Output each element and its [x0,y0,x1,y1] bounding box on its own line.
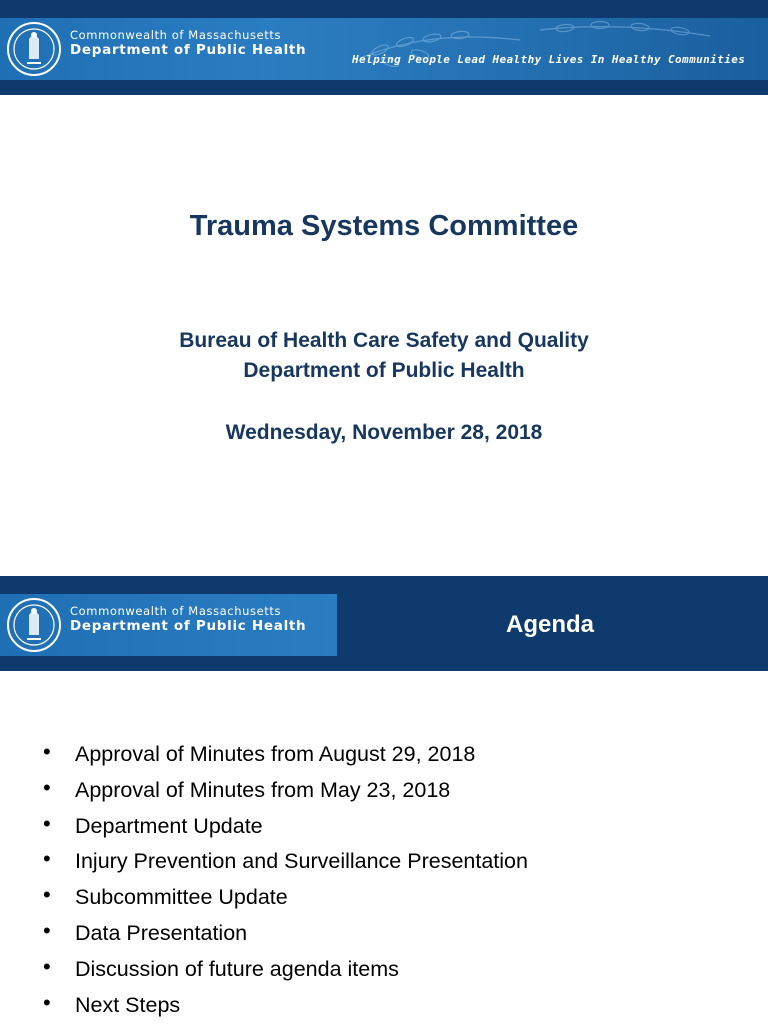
laurel-decoration-icon [350,18,768,80]
bullet-icon: • [43,882,51,908]
agenda-item [0,772,528,808]
department-name: Department of Public Health [70,42,307,58]
bullet-icon: • [43,774,51,800]
bullet-icon: • [43,810,51,836]
agenda-item [0,843,528,879]
header-strip [0,18,768,80]
agenda-item [0,736,528,772]
agency-logo-text [70,29,306,58]
state-name: Commonwealth of Massachusetts [70,28,282,42]
agenda-item-text: Subcommittee Update [75,885,288,910]
logo-box [0,594,337,656]
state-seal-icon [5,597,63,653]
agenda-item-text: Approval of Minutes from August 29, 2018 [75,742,476,766]
agenda-item [0,879,528,915]
agenda-item-text: Injury Prevention and Surveillance Presentation [75,849,528,874]
bullet-icon: • [43,953,51,979]
bureau-name: Bureau of Health Care Safety and Quality [179,329,589,352]
agenda-item-text: Department Update [75,813,263,838]
bullet-icon: • [43,989,51,1015]
department-line: Department of Public Health [243,359,525,382]
agenda-item [0,808,528,844]
agenda-item-text: Next Steps [75,992,181,1017]
slide-title: Trauma Systems Committee [189,210,579,242]
agenda-title: Agenda [505,611,594,638]
agenda-item-text: Approval of Minutes from May 23, 2018 [75,777,451,802]
bullet-icon: • [43,739,51,764]
state-name: Commonwealth of Massachusetts [70,604,282,618]
bullet-icon: • [43,846,51,872]
agenda-header-banner [0,576,768,671]
agenda-list [0,736,528,1022]
meeting-date: Wednesday, November 28, 2018 [225,421,543,444]
agency-logo-text [70,605,306,634]
header-tagline: Helping People Lead Healthy Lives In Healthy Communities [352,53,746,66]
agenda-item-text: Data Presentation [75,920,248,945]
agenda-item [0,951,528,987]
header-banner [0,0,768,95]
department-name: Department of Public Health [70,618,307,634]
state-seal-icon [5,21,63,77]
agenda-item [0,915,528,951]
agenda-item [0,987,528,1023]
agenda-slide [0,576,768,1024]
bullet-icon: • [43,917,51,943]
agenda-item-text: Discussion of future agenda items [75,956,399,981]
